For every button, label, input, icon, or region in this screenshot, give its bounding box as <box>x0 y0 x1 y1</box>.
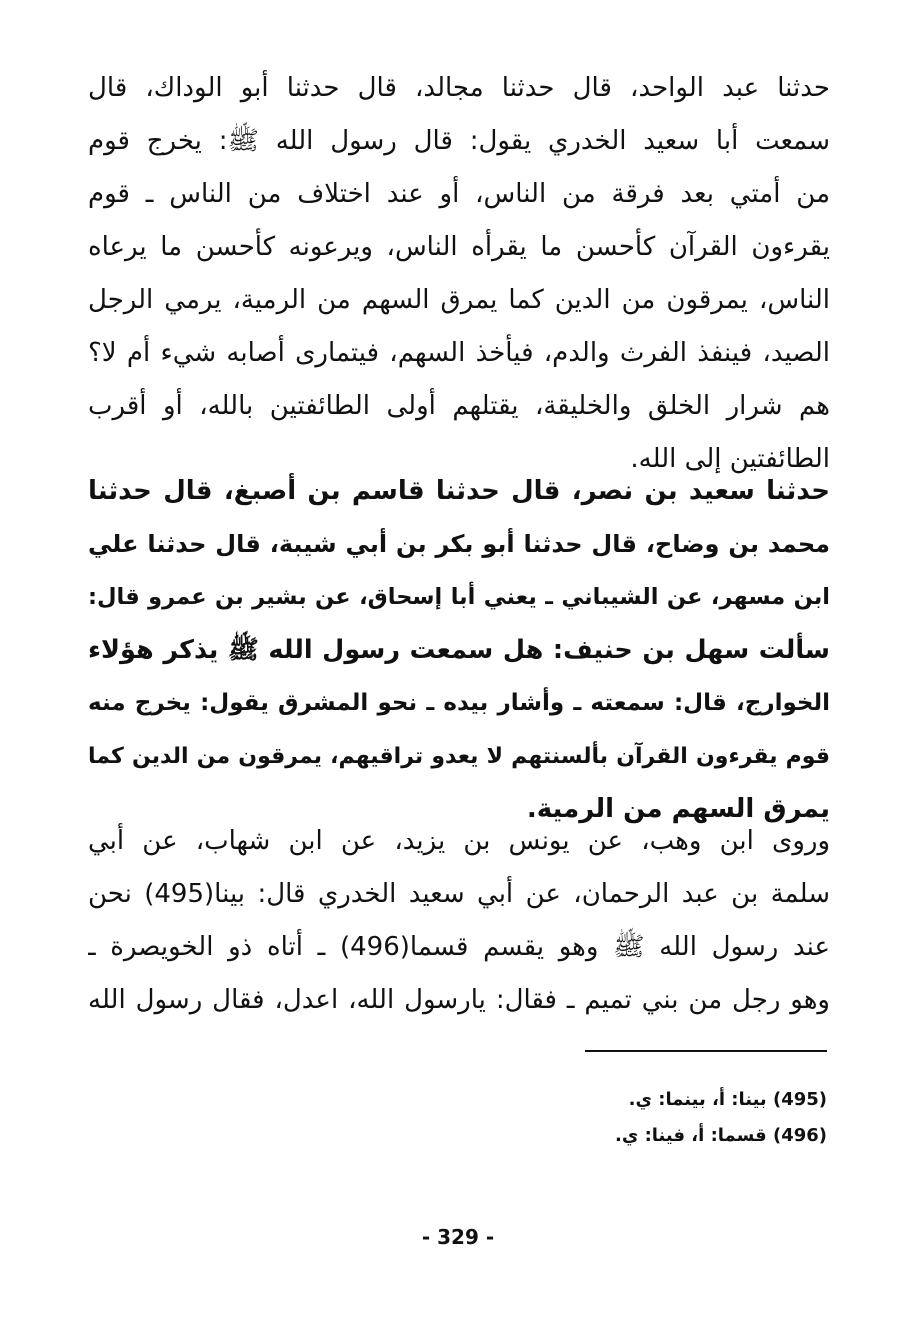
text-line: الصيد، فينفذ الفرث والدم، فيأخذ السهم، فيتمارى أصابه شيء أم لا؟ <box>88 338 830 368</box>
text-line: سألت سهل بن حنيف: هل سمعت رسول الله ﷺ يذكر هؤلاء <box>88 635 830 665</box>
text-line: الناس، يمرقون من الدين كما يمرق السهم من الرمية، يرمي الرجل <box>88 285 830 315</box>
text-line: يقرءون القرآن كأحسن ما يقرأه الناس، ويرعونه كأحسن ما يرعاه <box>88 232 830 262</box>
footnote-495: (495) بينا: أ، بينما: ي. <box>628 1089 827 1110</box>
text-line: هم شرار الخلق والخليقة، يقتلهم أولى الطائفتين بالله، أو أقرب <box>88 391 830 421</box>
text-line: محمد بن وضاح، قال حدثنا أبو بكر بن أبي شيبة، قال حدثنا علي <box>88 530 830 558</box>
text-line: يمرق السهم من الرمية. <box>526 794 830 824</box>
page-number: - 329 - <box>421 1225 495 1249</box>
text-line: وهو رجل من بني تميم ـ فقال: يارسول الله، اعدل، فقال رسول الله <box>88 985 830 1015</box>
text-line: حدثنا سعيد بن نصر، قال حدثنا قاسم بن أصبغ، قال حدثنا <box>88 476 830 506</box>
text-line: وروى ابن وهب، عن يونس بن يزيد، عن ابن شهاب، عن أبي <box>88 826 830 856</box>
text-line: الخوارج، قال: سمعته ـ وأشار بيده ـ نحو المشرق يقول: يخرج منه <box>88 690 830 716</box>
text-line: ابن مسهر، عن الشيباني ـ يعني أبا إسحاق، عن بشير بن عمرو قال: <box>88 584 830 610</box>
text-line: سلمة بن عبد الرحمان، عن أبي سعيد الخدري قال: بينا(495) نحن <box>88 879 830 909</box>
footnote-divider <box>585 1050 827 1052</box>
text-line: قوم يقرءون القرآن بألسنتهم لا يعدو تراقيهم، يمرقون من الدين كما <box>88 744 830 769</box>
text-line: عند رسول الله ﷺ وهو يقسم قسما(496) ـ أتاه ذو الخويصرة ـ <box>88 932 830 962</box>
paragraph-3 <box>88 815 830 1027</box>
text-line: الطائفتين إلى الله. <box>630 444 830 474</box>
paragraph-1 <box>88 62 830 486</box>
footnote-496: (496) قسما: أ، فينا: ي. <box>614 1125 827 1146</box>
text-line: حدثنا عبد الواحد، قال حدثنا مجالد، قال حدثنا أبو الوداك، قال <box>88 73 830 103</box>
paragraph-2 <box>88 465 830 836</box>
text-line: من أمتي بعد فرقة من الناس، أو عند اختلاف من الناس ـ قوم <box>88 179 830 209</box>
footnotes <box>300 1082 827 1154</box>
text-line: سمعت أبا سعيد الخدري يقول: قال رسول الله ﷺ: يخرج قوم <box>88 126 830 156</box>
